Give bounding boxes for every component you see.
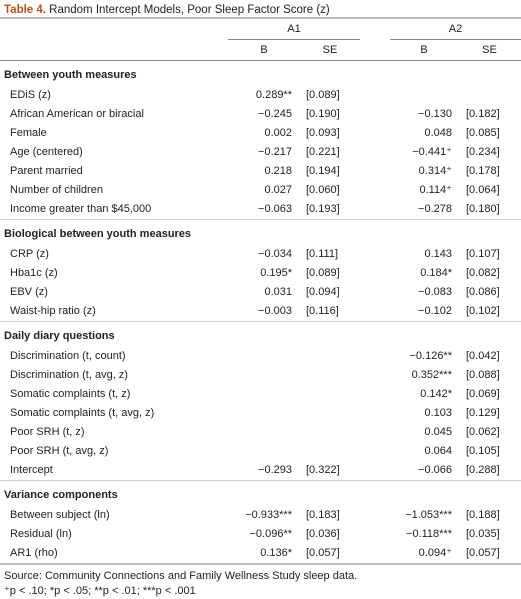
a1-se-value: [0.111] (306, 248, 339, 260)
a2-b-value: −0.102 (418, 305, 452, 317)
a2-se-value: [0.042] (466, 350, 500, 362)
row-label: African American or biracial (10, 108, 144, 120)
row-label: Poor SRH (t, avg, z) (10, 445, 109, 457)
a1-b-value: 0.031 (264, 286, 292, 298)
table-row (0, 347, 521, 366)
significance-note: ⁺p < .10; *p < .05; **p < .01; ***p < .001 (4, 585, 196, 597)
table-row (0, 442, 521, 461)
a2-se-value: [0.064] (466, 184, 500, 196)
a2-se-value: [0.107] (466, 248, 500, 260)
a1-se-value: [0.190] (306, 108, 340, 120)
a2-se-value: [0.288] (466, 464, 500, 476)
a1-b-value: 0.195* (260, 267, 292, 279)
a2-se-value: [0.085] (466, 127, 500, 139)
table-row (0, 181, 521, 200)
column-gap (360, 245, 390, 264)
a2-se-value: [0.086] (466, 286, 500, 298)
a2-b-value: −1.053*** (405, 509, 452, 521)
row-label: EDiS (z) (10, 89, 51, 101)
table-row (0, 404, 521, 423)
a1-se-value (300, 366, 360, 385)
section-title: Daily diary questions (0, 322, 521, 348)
a2-b-value: −0.441⁺ (412, 146, 452, 158)
section-header-row (0, 220, 521, 246)
a2-b-value: −0.066 (418, 464, 452, 476)
table-row (0, 162, 521, 181)
a2-se-value: [0.057] (458, 544, 521, 564)
section-header-row (0, 481, 521, 507)
column-gap (360, 162, 390, 181)
a1-se-value: [0.036] (306, 528, 340, 540)
a1-se-value: [0.094] (306, 286, 340, 298)
section-header-row (0, 322, 521, 348)
column-gap (360, 143, 390, 162)
row-label: Somatic complaints (t, avg, z) (10, 407, 155, 419)
column-gap (360, 181, 390, 200)
a1-b-value: 0.136* (228, 544, 300, 564)
group-header-row (0, 18, 521, 40)
row-label: Discrimination (t, avg, z) (10, 369, 128, 381)
table-row (0, 124, 521, 143)
a1-b-value: −0.034 (258, 248, 292, 260)
row-label: Somatic complaints (t, z) (10, 388, 131, 400)
a1-se-value (300, 404, 360, 423)
a1-se-value: [0.221] (306, 146, 340, 158)
a1-se-value: [0.093] (306, 127, 340, 139)
table-body (0, 61, 521, 565)
column-gap (360, 283, 390, 302)
row-label: Between subject (ln) (10, 509, 110, 521)
table-row (0, 283, 521, 302)
group-header-a2: A2 (390, 18, 521, 40)
a1-b-value: −0.217 (258, 146, 292, 158)
table-row (0, 525, 521, 544)
a2-se-value: [0.234] (466, 146, 500, 158)
a2-b-value: 0.094⁺ (390, 544, 458, 564)
a1-b-value (228, 366, 300, 385)
a1-se-value (300, 385, 360, 404)
a1-b-value (228, 442, 300, 461)
column-gap (360, 385, 390, 404)
row-label: Intercept (10, 464, 53, 476)
a1-b-value: −0.096** (249, 528, 292, 540)
a1-b-value: 0.218 (264, 165, 292, 177)
source-note: Source: Community Connections and Family Wellness Study sleep data. (4, 570, 358, 582)
table-row (0, 200, 521, 220)
table-row (0, 105, 521, 124)
a1-b-value: −0.933*** (245, 509, 292, 521)
column-gap (360, 544, 390, 564)
col-header-a1-se: SE (300, 40, 360, 61)
a1-b-value: 0.027 (264, 184, 292, 196)
a1-se-value (300, 423, 360, 442)
a1-b-value: −0.003 (258, 305, 292, 317)
a1-se-value: [0.057] (300, 544, 360, 564)
a1-b-value (228, 423, 300, 442)
table-row (0, 143, 521, 162)
a2-se-value: [0.088] (466, 369, 500, 381)
section-header-row (0, 61, 521, 87)
column-gap (360, 506, 390, 525)
column-gap (360, 105, 390, 124)
table-row (0, 506, 521, 525)
a2-se-value: [0.069] (466, 388, 500, 400)
section-title: Variance components (0, 481, 521, 507)
column-gap (360, 264, 390, 283)
row-label: EBV (z) (10, 286, 48, 298)
column-gap (360, 366, 390, 385)
column-header-row (0, 40, 521, 61)
table-row (0, 423, 521, 442)
a2-b-value: 0.048 (424, 127, 452, 139)
row-label: Poor SRH (t, z) (10, 426, 85, 438)
a1-se-value: [0.089] (306, 89, 340, 101)
a1-se-value: [0.060] (306, 184, 340, 196)
column-gap (360, 404, 390, 423)
a1-se-value (300, 347, 360, 366)
a1-b-value (228, 385, 300, 404)
a2-b-value: −0.083 (418, 286, 452, 298)
table-row (0, 245, 521, 264)
a2-b-value: 0.352*** (411, 369, 452, 381)
row-label: Residual (ln) (10, 528, 72, 540)
a2-b-value: 0.064 (424, 445, 452, 457)
column-gap (360, 124, 390, 143)
a1-b-value: −0.245 (258, 108, 292, 120)
a2-b-value: 0.184* (420, 267, 452, 279)
a1-se-value: [0.194] (306, 165, 340, 177)
a2-se-value: [0.180] (466, 203, 500, 215)
column-gap (360, 442, 390, 461)
a1-se-value: [0.322] (306, 464, 340, 476)
a1-se-value (300, 442, 360, 461)
a2-se-value: [0.182] (466, 108, 500, 120)
a2-b-value: −0.118*** (406, 528, 452, 540)
a1-b-value: −0.293 (258, 464, 292, 476)
table-title: Random Intercept Models, Poor Sleep Factor Score (z) (49, 4, 330, 16)
section-title: Biological between youth measures (0, 220, 521, 246)
a1-b-value: 0.002 (264, 127, 292, 139)
table-row (0, 385, 521, 404)
table-row (0, 461, 521, 481)
a2-se-value: [0.102] (466, 305, 500, 317)
a2-b-value: 0.142* (420, 388, 452, 400)
a2-b-value: 0.143 (424, 248, 452, 260)
column-gap (360, 423, 390, 442)
column-gap (360, 461, 390, 481)
a2-b-value: 0.314⁺ (418, 165, 452, 177)
a2-se-value (458, 86, 521, 105)
a1-se-value: [0.116] (306, 305, 339, 317)
row-label: Income greater than $45,000 (10, 203, 152, 215)
row-label: Hba1c (z) (10, 267, 58, 279)
a2-se-value: [0.178] (466, 165, 500, 177)
table-caption (0, 0, 521, 17)
col-header-a2-se: SE (458, 40, 521, 61)
row-label: Number of children (10, 184, 103, 196)
column-gap (360, 302, 390, 322)
a2-se-value: [0.105] (466, 445, 500, 457)
group-header-a1: A1 (228, 18, 360, 40)
a2-se-value: [0.062] (466, 426, 500, 438)
a1-se-value: [0.193] (306, 203, 340, 215)
a2-b-value: 0.045 (424, 426, 452, 438)
col-header-a1-b: B (228, 40, 300, 61)
a1-se-value: [0.089] (306, 267, 340, 279)
results-table (0, 17, 521, 565)
row-label: Waist-hip ratio (z) (10, 305, 96, 317)
table-row (0, 302, 521, 322)
a2-se-value: [0.035] (466, 528, 500, 540)
a2-se-value: [0.129] (466, 407, 500, 419)
section-title: Between youth measures (4, 69, 137, 81)
a1-b-value (228, 404, 300, 423)
a2-se-value: [0.188] (466, 509, 500, 521)
row-label: CRP (z) (10, 248, 49, 260)
row-label: AR1 (rho) (0, 544, 228, 564)
a2-b-value: −0.278 (418, 203, 452, 215)
a1-b-value: −0.063 (258, 203, 292, 215)
row-label: Female (10, 127, 47, 139)
a2-b-value (390, 86, 458, 105)
table-row (0, 544, 521, 564)
a1-se-value: [0.183] (306, 509, 340, 521)
column-gap (360, 200, 390, 220)
table-number: Table 4. (4, 4, 46, 16)
a2-b-value: −0.126** (409, 350, 452, 362)
column-gap (360, 347, 390, 366)
table-footnotes (0, 565, 521, 599)
table-row (0, 264, 521, 283)
a2-se-value: [0.082] (466, 267, 500, 279)
a2-b-value: −0.130 (418, 108, 452, 120)
a2-b-value: 0.114⁺ (419, 184, 452, 196)
row-label: Age (centered) (10, 146, 83, 158)
table-row (0, 86, 521, 105)
a1-b-value (228, 347, 300, 366)
column-gap (360, 525, 390, 544)
table-row (0, 366, 521, 385)
row-label: Discrimination (t, count) (10, 350, 126, 362)
a1-b-value: 0.289** (255, 89, 292, 101)
column-gap (360, 86, 390, 105)
col-header-a2-b: B (390, 40, 458, 61)
row-label: Parent married (10, 165, 83, 177)
a2-b-value: 0.103 (424, 407, 452, 419)
